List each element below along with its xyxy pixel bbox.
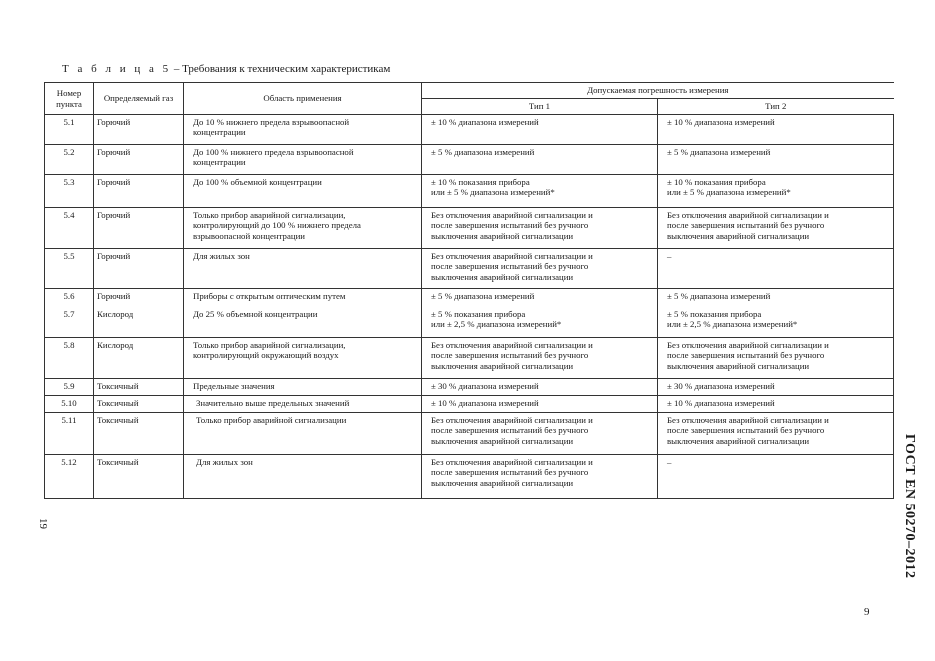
cell-number: 5.9 — [45, 379, 94, 396]
cell-type1-line: ± 10 % диапазона измерений — [431, 117, 539, 127]
cell-type1-line: ± 30 % диапазона измерений — [431, 381, 539, 391]
cell-number: 5.12 — [45, 455, 94, 499]
cell-type2-line: ± 5 % диапазона измерений — [667, 147, 771, 157]
table-row — [45, 208, 894, 249]
cell-area-line: Только прибор аварийной сигнализации, — [193, 210, 346, 220]
table-row — [45, 249, 894, 289]
table-caption-title: – Требования к техническим характеристикам — [171, 63, 391, 75]
cell-gas: Горючий — [94, 208, 184, 249]
cell-type1-line: ± 5 % диапазона измерений — [431, 147, 535, 157]
cell-type2 — [658, 208, 894, 249]
cell-area-line: Значительно выше предельных значений — [196, 398, 350, 408]
cell-number: 5.6 — [45, 289, 94, 307]
cell-number: 5.8 — [45, 338, 94, 379]
cell-type1-line: выключения аварийной сигнализации — [431, 435, 574, 446]
cell-gas: Токсичный — [94, 413, 184, 455]
table-row — [45, 175, 894, 208]
cell-type1-line: Без отключения аварийной сигнализации и — [431, 457, 593, 467]
cell-type1 — [422, 249, 658, 289]
cell-number: 5.2 — [45, 145, 94, 175]
table-row — [45, 307, 894, 338]
cell-area — [184, 289, 422, 307]
cell-area-line: Только прибор аварийной сигнализации, — [193, 340, 346, 350]
cell-gas: Токсичный — [94, 379, 184, 396]
table-row — [45, 115, 894, 145]
cell-type1 — [422, 455, 658, 499]
cell-area-line: Приборы с открытым оптическим путем — [193, 291, 346, 301]
cell-area — [184, 338, 422, 379]
cell-number: 5.3 — [45, 175, 94, 208]
cell-type2 — [658, 379, 894, 396]
cell-type1-line: или ± 5 % диапазона измерений* — [431, 187, 555, 198]
cell-area — [184, 396, 422, 413]
cell-type1-line: после завершения испытаний без ручного — [431, 261, 589, 272]
cell-type2-line: – — [667, 457, 672, 467]
cell-type2-line: или ± 2,5 % диапазона измерений* — [667, 318, 798, 329]
header-gas: Определяемый газ — [94, 83, 184, 115]
cell-area — [184, 249, 422, 289]
cell-type1-line: ± 10 % показания прибора — [431, 177, 530, 187]
cell-number: 5.1 — [45, 115, 94, 145]
cell-area-line: Только прибор аварийной сигнализации — [196, 415, 347, 425]
cell-type1 — [422, 115, 658, 145]
cell-gas: Горючий — [94, 145, 184, 175]
cell-area — [184, 307, 422, 338]
side-page-number: 19 — [37, 518, 49, 529]
cell-type2 — [658, 413, 894, 455]
cell-type2-line: ± 10 % диапазона измерений — [667, 117, 775, 127]
table-caption — [62, 63, 390, 75]
cell-type2 — [658, 289, 894, 307]
cell-type2-line: ± 5 % показания прибора — [667, 308, 762, 319]
cell-type2 — [658, 249, 894, 289]
cell-type1-line: ± 10 % диапазона измерений — [431, 398, 539, 408]
cell-number: 5.4 — [45, 208, 94, 249]
cell-area-line: До 25 % объемной концентрации — [193, 308, 318, 319]
table-row — [45, 145, 894, 175]
cell-type2 — [658, 307, 894, 338]
cell-type1 — [422, 208, 658, 249]
cell-type1 — [422, 145, 658, 175]
cell-area-line: До 100 % объемной концентрации — [193, 177, 322, 187]
cell-number: 5.11 — [45, 413, 94, 455]
cell-type1-line: после завершения испытаний без ручного — [431, 425, 589, 436]
cell-type2-line: выключения аварийной сигнализации — [667, 230, 810, 241]
cell-type1-line: выключения аварийной сигнализации — [431, 360, 574, 371]
cell-type2-line: ± 10 % диапазона измерений — [667, 398, 775, 408]
cell-area-line: концентрации — [193, 157, 246, 168]
cell-type2 — [658, 396, 894, 413]
cell-type1-line: Без отключения аварийной сигнализации и — [431, 340, 593, 350]
header-number: Номер пункта — [45, 83, 94, 115]
cell-area — [184, 455, 422, 499]
cell-type2-line: Без отключения аварийной сигнализации и — [667, 340, 829, 350]
requirements-table — [44, 82, 894, 499]
header-area: Область применения — [184, 83, 422, 115]
cell-number: 5.5 — [45, 249, 94, 289]
cell-gas: Горючий — [94, 249, 184, 289]
table-row — [45, 289, 894, 307]
page-number: 9 — [864, 606, 870, 618]
header-type1: Тип 1 — [422, 99, 658, 115]
cell-type2-line: после завершения испытаний без ручного — [667, 350, 825, 361]
cell-type2-line: ± 30 % диапазона измерений — [667, 381, 775, 391]
cell-type2-line: ± 5 % диапазона измерений — [667, 291, 771, 301]
cell-area — [184, 413, 422, 455]
cell-type2 — [658, 455, 894, 499]
cell-type1-line: после завершения испытаний без ручного — [431, 220, 589, 231]
cell-type1 — [422, 338, 658, 379]
cell-type1 — [422, 413, 658, 455]
cell-number: 5.10 — [45, 396, 94, 413]
table-row — [45, 396, 894, 413]
cell-area-line: контролирующий окружающий воздух — [193, 350, 339, 361]
cell-type2-line: или ± 5 % диапазона измерений* — [667, 187, 791, 198]
cell-type1-line: выключения аварийной сигнализации — [431, 477, 574, 488]
cell-type1 — [422, 289, 658, 307]
cell-type1 — [422, 307, 658, 338]
cell-gas: Кислород — [94, 307, 184, 338]
cell-area-line: взрывоопасной концентрации — [193, 230, 305, 241]
cell-type1 — [422, 175, 658, 208]
cell-type2-line: выключения аварийной сигнализации — [667, 360, 810, 371]
cell-gas: Горючий — [94, 115, 184, 145]
cell-type2 — [658, 338, 894, 379]
document-designation: ГОСТ EN 50270–2012 — [902, 434, 917, 579]
cell-area — [184, 145, 422, 175]
cell-type2-line: ± 10 % показания прибора — [667, 177, 766, 187]
cell-number: 5.7 — [45, 307, 94, 338]
cell-area-line: концентрации — [193, 127, 246, 138]
cell-type1 — [422, 396, 658, 413]
cell-type1-line: ± 5 % диапазона измерений — [431, 291, 535, 301]
cell-type1-line: после завершения испытаний без ручного — [431, 350, 589, 361]
cell-area — [184, 175, 422, 208]
cell-type2 — [658, 145, 894, 175]
cell-type2-line: – — [667, 251, 672, 261]
cell-area-line: До 100 % нижнего предела взрывоопасной — [193, 147, 354, 157]
cell-type1 — [422, 379, 658, 396]
cell-area — [184, 379, 422, 396]
cell-area-line: Предельные значения — [193, 381, 275, 391]
cell-type2-line: после завершения испытаний без ручного — [667, 220, 825, 231]
table-body — [45, 115, 894, 499]
cell-gas: Кислород — [94, 338, 184, 379]
cell-gas: Горючий — [94, 289, 184, 307]
table-row — [45, 413, 894, 455]
table-caption-label: Т а б л и ц а 5 — [62, 63, 172, 75]
header-type2: Тип 2 — [658, 99, 894, 115]
cell-type1-line: Без отключения аварийной сигнализации и — [431, 415, 593, 425]
cell-area-line: Для жилых зон — [196, 457, 253, 467]
cell-area-line: Для жилых зон — [193, 251, 250, 261]
header-error: Допускаемая погрешность измерения — [422, 83, 894, 99]
cell-gas: Токсичный — [94, 396, 184, 413]
cell-type2-line: Без отключения аварийной сигнализации и — [667, 415, 829, 425]
cell-type1-line: Без отключения аварийной сигнализации и — [431, 251, 593, 261]
cell-area — [184, 115, 422, 145]
cell-type2-line: Без отключения аварийной сигнализации и — [667, 210, 829, 220]
cell-type1-line: выключения аварийной сигнализации — [431, 271, 574, 282]
cell-type1-line: ± 5 % показания прибора — [431, 308, 526, 319]
cell-type2 — [658, 115, 894, 145]
cell-area-line: контролирующий до 100 % нижнего предела — [193, 220, 361, 231]
cell-area — [184, 208, 422, 249]
table-row — [45, 455, 894, 499]
cell-type2-line: выключения аварийной сигнализации — [667, 435, 810, 446]
cell-type1-line: или ± 2,5 % диапазона измерений* — [431, 318, 562, 329]
table-row — [45, 338, 894, 379]
table-row — [45, 379, 894, 396]
cell-gas: Горючий — [94, 175, 184, 208]
cell-type2 — [658, 175, 894, 208]
cell-type1-line: выключения аварийной сигнализации — [431, 230, 574, 241]
cell-type2-line: после завершения испытаний без ручного — [667, 425, 825, 436]
cell-type1-line: Без отключения аварийной сигнализации и — [431, 210, 593, 220]
cell-gas: Токсичный — [94, 455, 184, 499]
cell-area-line: До 10 % нижнего предела взрывоопасной — [193, 117, 350, 127]
cell-type1-line: после завершения испытаний без ручного — [431, 467, 589, 478]
